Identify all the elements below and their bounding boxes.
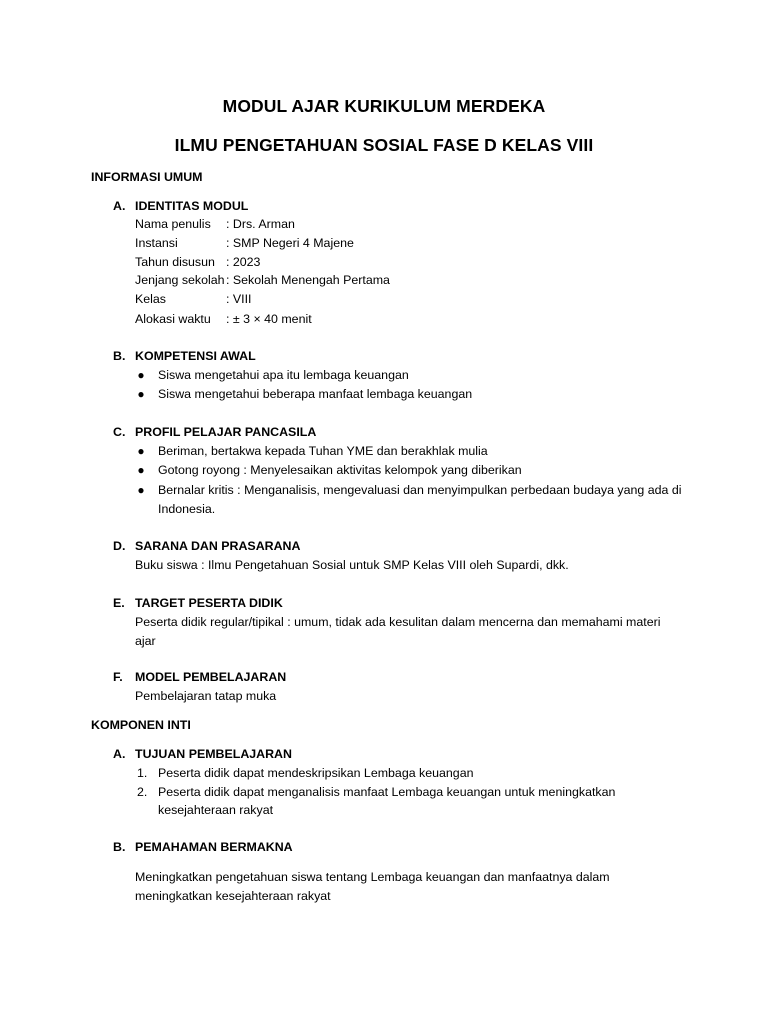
identity-value: : Sekolah Menengah Pertama xyxy=(226,273,390,287)
identity-value: : SMP Negeri 4 Majene xyxy=(226,236,354,250)
subheading-text: SARANA DAN PRASARANA xyxy=(135,539,301,553)
list-item xyxy=(137,461,683,480)
subheading-letter: B. xyxy=(113,349,126,363)
identity-row-tahun-disusun xyxy=(135,253,260,272)
subheading-letter: D. xyxy=(113,539,126,553)
identity-key: Alokasi waktu xyxy=(135,312,211,326)
numbered-item-text: Peserta didik dapat mendeskripsikan Lembaga keuangan xyxy=(158,766,474,780)
bullet-icon: ● xyxy=(137,483,145,497)
subheading-text: TARGET PESERTA DIDIK xyxy=(135,596,283,610)
identity-key: Nama penulis xyxy=(135,217,211,231)
subheading-letter: E. xyxy=(113,596,125,610)
subheading-letter: F. xyxy=(113,670,123,684)
numbered-item xyxy=(137,783,638,802)
bullet-icon: ● xyxy=(137,463,145,477)
identity-row-jenjang-sekolah xyxy=(135,271,390,290)
list-item xyxy=(137,442,683,461)
subheading-letter: A. xyxy=(113,199,126,213)
identity-row-kelas xyxy=(135,290,251,309)
list-item-text: Beriman, bertakwa kepada Tuhan YME dan berakhlak mulia xyxy=(158,444,488,458)
bullet-icon: ● xyxy=(137,368,145,382)
list-item xyxy=(137,481,683,519)
paragraph-pemahaman-line: Meningkatkan pengetahuan siswa tentang Lembaga keuangan dan manfaatnya dalam xyxy=(135,870,610,884)
paragraph-model: Pembelajaran tatap muka xyxy=(135,689,277,703)
subheading-text: MODEL PEMBELAJARAN xyxy=(135,670,287,684)
identity-value: : Drs. Arman xyxy=(226,217,295,231)
numbered-item xyxy=(137,764,638,783)
subheading-profil-pelajar xyxy=(113,423,316,442)
identity-key: Jenjang sekolah xyxy=(135,273,225,287)
subheading-letter: A. xyxy=(113,747,126,761)
subheading-text: KOMPETENSI AWAL xyxy=(135,349,256,363)
subheading-letter: B. xyxy=(113,840,126,854)
bullet-icon: ● xyxy=(137,444,145,458)
numbered-item-continuation: kesejahteraan rakyat xyxy=(158,803,274,817)
subheading-text: TUJUAN PEMBELAJARAN xyxy=(135,747,292,761)
identity-row-instansi xyxy=(135,234,354,253)
list-item-text: Siswa mengetahui beberapa manfaat lembaga keuangan xyxy=(158,387,473,401)
bullet-icon: ● xyxy=(137,387,145,401)
subheading-sarana-prasarana xyxy=(113,537,300,556)
list-item xyxy=(137,385,683,404)
subheading-pemahaman-bermakna xyxy=(113,838,293,857)
identity-key: Tahun disusun xyxy=(135,255,215,269)
item-number: 2. xyxy=(137,785,148,799)
document-title: MODUL AJAR KURIKULUM MERDEKA xyxy=(222,96,546,116)
subheading-text: IDENTITAS MODUL xyxy=(135,199,249,213)
identity-value: : VIII xyxy=(226,292,252,306)
list-item-text: Gotong royong : Menyelesaikan aktivitas kelompok yang diberikan xyxy=(158,463,522,477)
subheading-tujuan-pembelajaran xyxy=(113,745,292,764)
list-item xyxy=(137,366,683,385)
subheading-letter: C. xyxy=(113,425,126,439)
subheading-identitas-modul xyxy=(113,197,248,216)
list-item-text: Siswa mengetahui apa itu lembaga keuangan xyxy=(158,368,409,382)
subheading-kompetensi-awal xyxy=(113,347,256,366)
subheading-text: PEMAHAMAN BERMAKNA xyxy=(135,840,293,854)
section-heading-komponen-inti: KOMPONEN INTI xyxy=(91,718,191,732)
paragraph-target-line: Peserta didik regular/tipikal : umum, tidak ada kesulitan dalam mencerna dan memahami materi xyxy=(135,615,661,629)
identity-key: Kelas xyxy=(135,292,166,306)
document-subtitle: ILMU PENGETAHUAN SOSIAL FASE D KELAS VIII xyxy=(174,135,594,155)
paragraph-sarana: Buku siswa : Ilmu Pengetahuan Sosial untuk SMP Kelas VIII oleh Supardi, dkk. xyxy=(135,558,569,572)
identity-value: : 2023 xyxy=(226,255,261,269)
section-heading-informasi-umum: INFORMASI UMUM xyxy=(91,170,203,184)
subheading-text: PROFIL PELAJAR PANCASILA xyxy=(135,425,317,439)
subheading-target-peserta xyxy=(113,594,283,613)
item-number: 1. xyxy=(137,766,148,780)
paragraph-pemahaman-line: meningkatkan kesejahteraan rakyat xyxy=(135,889,331,903)
subheading-model-pembelajaran xyxy=(113,668,286,687)
paragraph-target-line: ajar xyxy=(135,634,156,648)
identity-row-alokasi-waktu xyxy=(135,310,312,329)
identity-key: Instansi xyxy=(135,236,178,250)
numbered-item-text: Peserta didik dapat menganalisis manfaat Lembaga keuangan untuk meningkatkan xyxy=(158,785,616,799)
list-item-text: Bernalar kritis : Menganalisis, mengevaluasi dan menyimpulkan perbedaan budaya yang ada di Indonesia. xyxy=(158,483,682,516)
identity-value: : ± 3 × 40 menit xyxy=(226,312,312,326)
identity-row-nama-penulis xyxy=(135,215,295,234)
